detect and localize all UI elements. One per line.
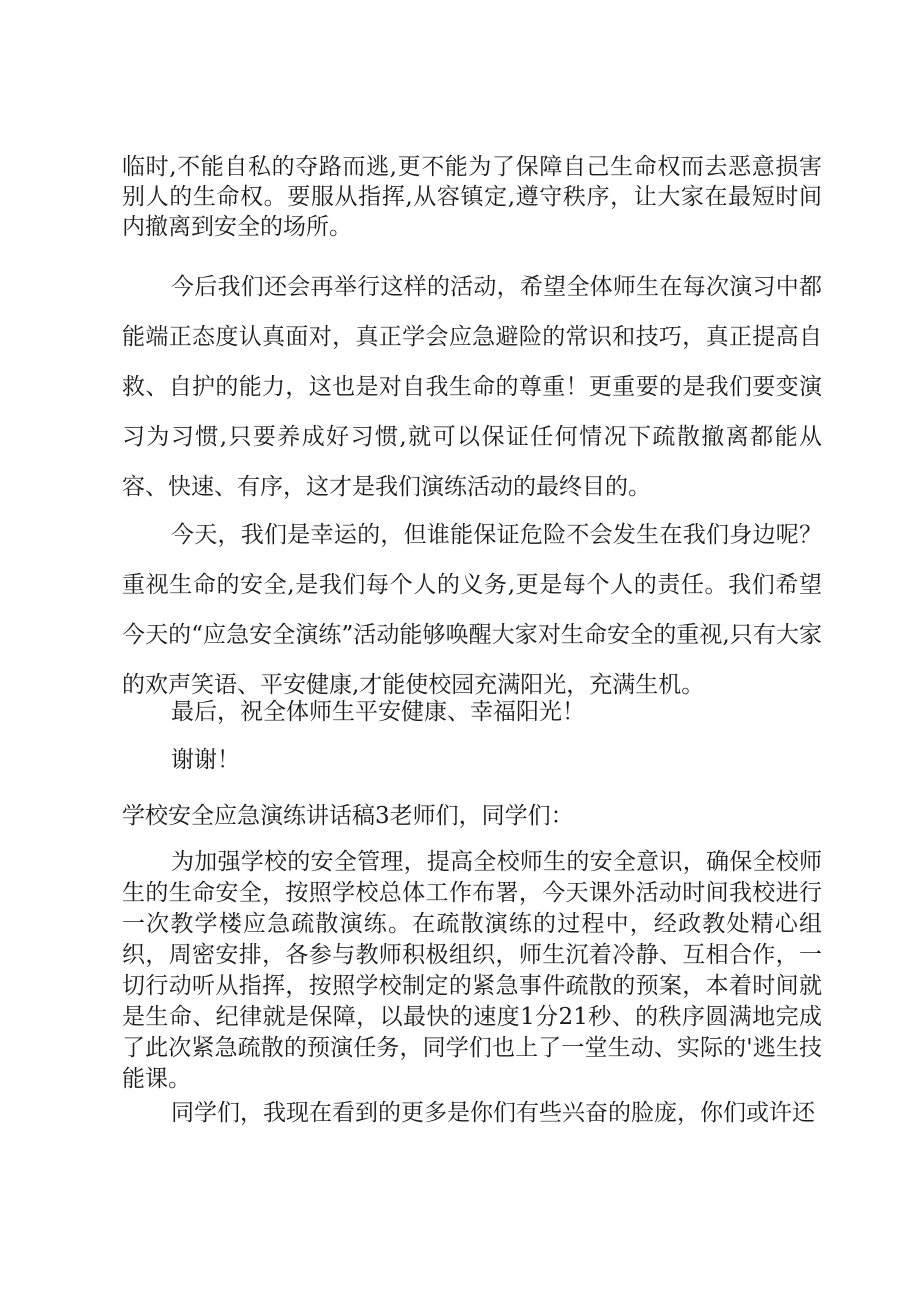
paragraph-value-life: 今天，我们是幸运的，但谁能保证危险不会发生在我们身边呢？重视生命的安全,是我们每个人的义务,更是每个人的责任。我们希望今天的“应急安全演练”活动能够唤醒大家对生命安全的重视,只有大家的欢声笑语、平安健康,才能使校园充满阳光，充满生机。 xyxy=(122,522,822,698)
paragraph-drill-summary: 为加强学校的安全管理，提高全校师生的安全意识，确保全校师生的生命安全，按照学校总体工作布署，今天课外活动时间我校进行一次教学楼应急疏散演练。在疏散演练的过程中，经政教处精心组织，周密安排，各参与教师积极组织，师生沉着冷静、互相合作，一切行动听从指挥，按照学校制定的紧急事件疏散的预案，本着时间就是生命、纪律就是保障，以最快的速度1分21秒、的秩序圆满地完成了此次紧急疏散的预演任务，同学们也上了一堂生动、实际的'逃生技能课。 xyxy=(122,849,822,1092)
speech-3-heading: 学校安全应急演练讲话稿3老师们，同学们： xyxy=(122,803,574,829)
paragraph-orderly-evacuation: 临时,不能自私的夺路而逃,更不能为了保障自己生命权而去恶意损害别人的生命权。要服从指挥,从容镇定,遵守秩序，让大家在最短时间内撤离到安全的场所。 xyxy=(122,154,822,240)
paragraph-future-drills: 今后我们还会再举行这样的活动，希望全体师生在每次演习中都能端正态度认真面对，真正学会应急避险的常识和技巧，真正提高自救、自护的能力，这也是对自我生命的尊重！更重要的是我们要变演习为习惯,只要养成好习惯,就可以保证任何情况下疏散撤离都能从容、快速、有序，这才是我们演练活动的最终目的。 xyxy=(122,274,822,500)
paragraph-closing-wishes: 最后，祝全体师生平安健康、幸福阳光！ xyxy=(171,699,585,725)
paragraph-students-address: 同学们，我现在看到的更多是你们有些兴奋的脸庞，你们或许还 xyxy=(171,1100,815,1126)
paragraph-thanks: 谢谢！ xyxy=(171,747,240,773)
